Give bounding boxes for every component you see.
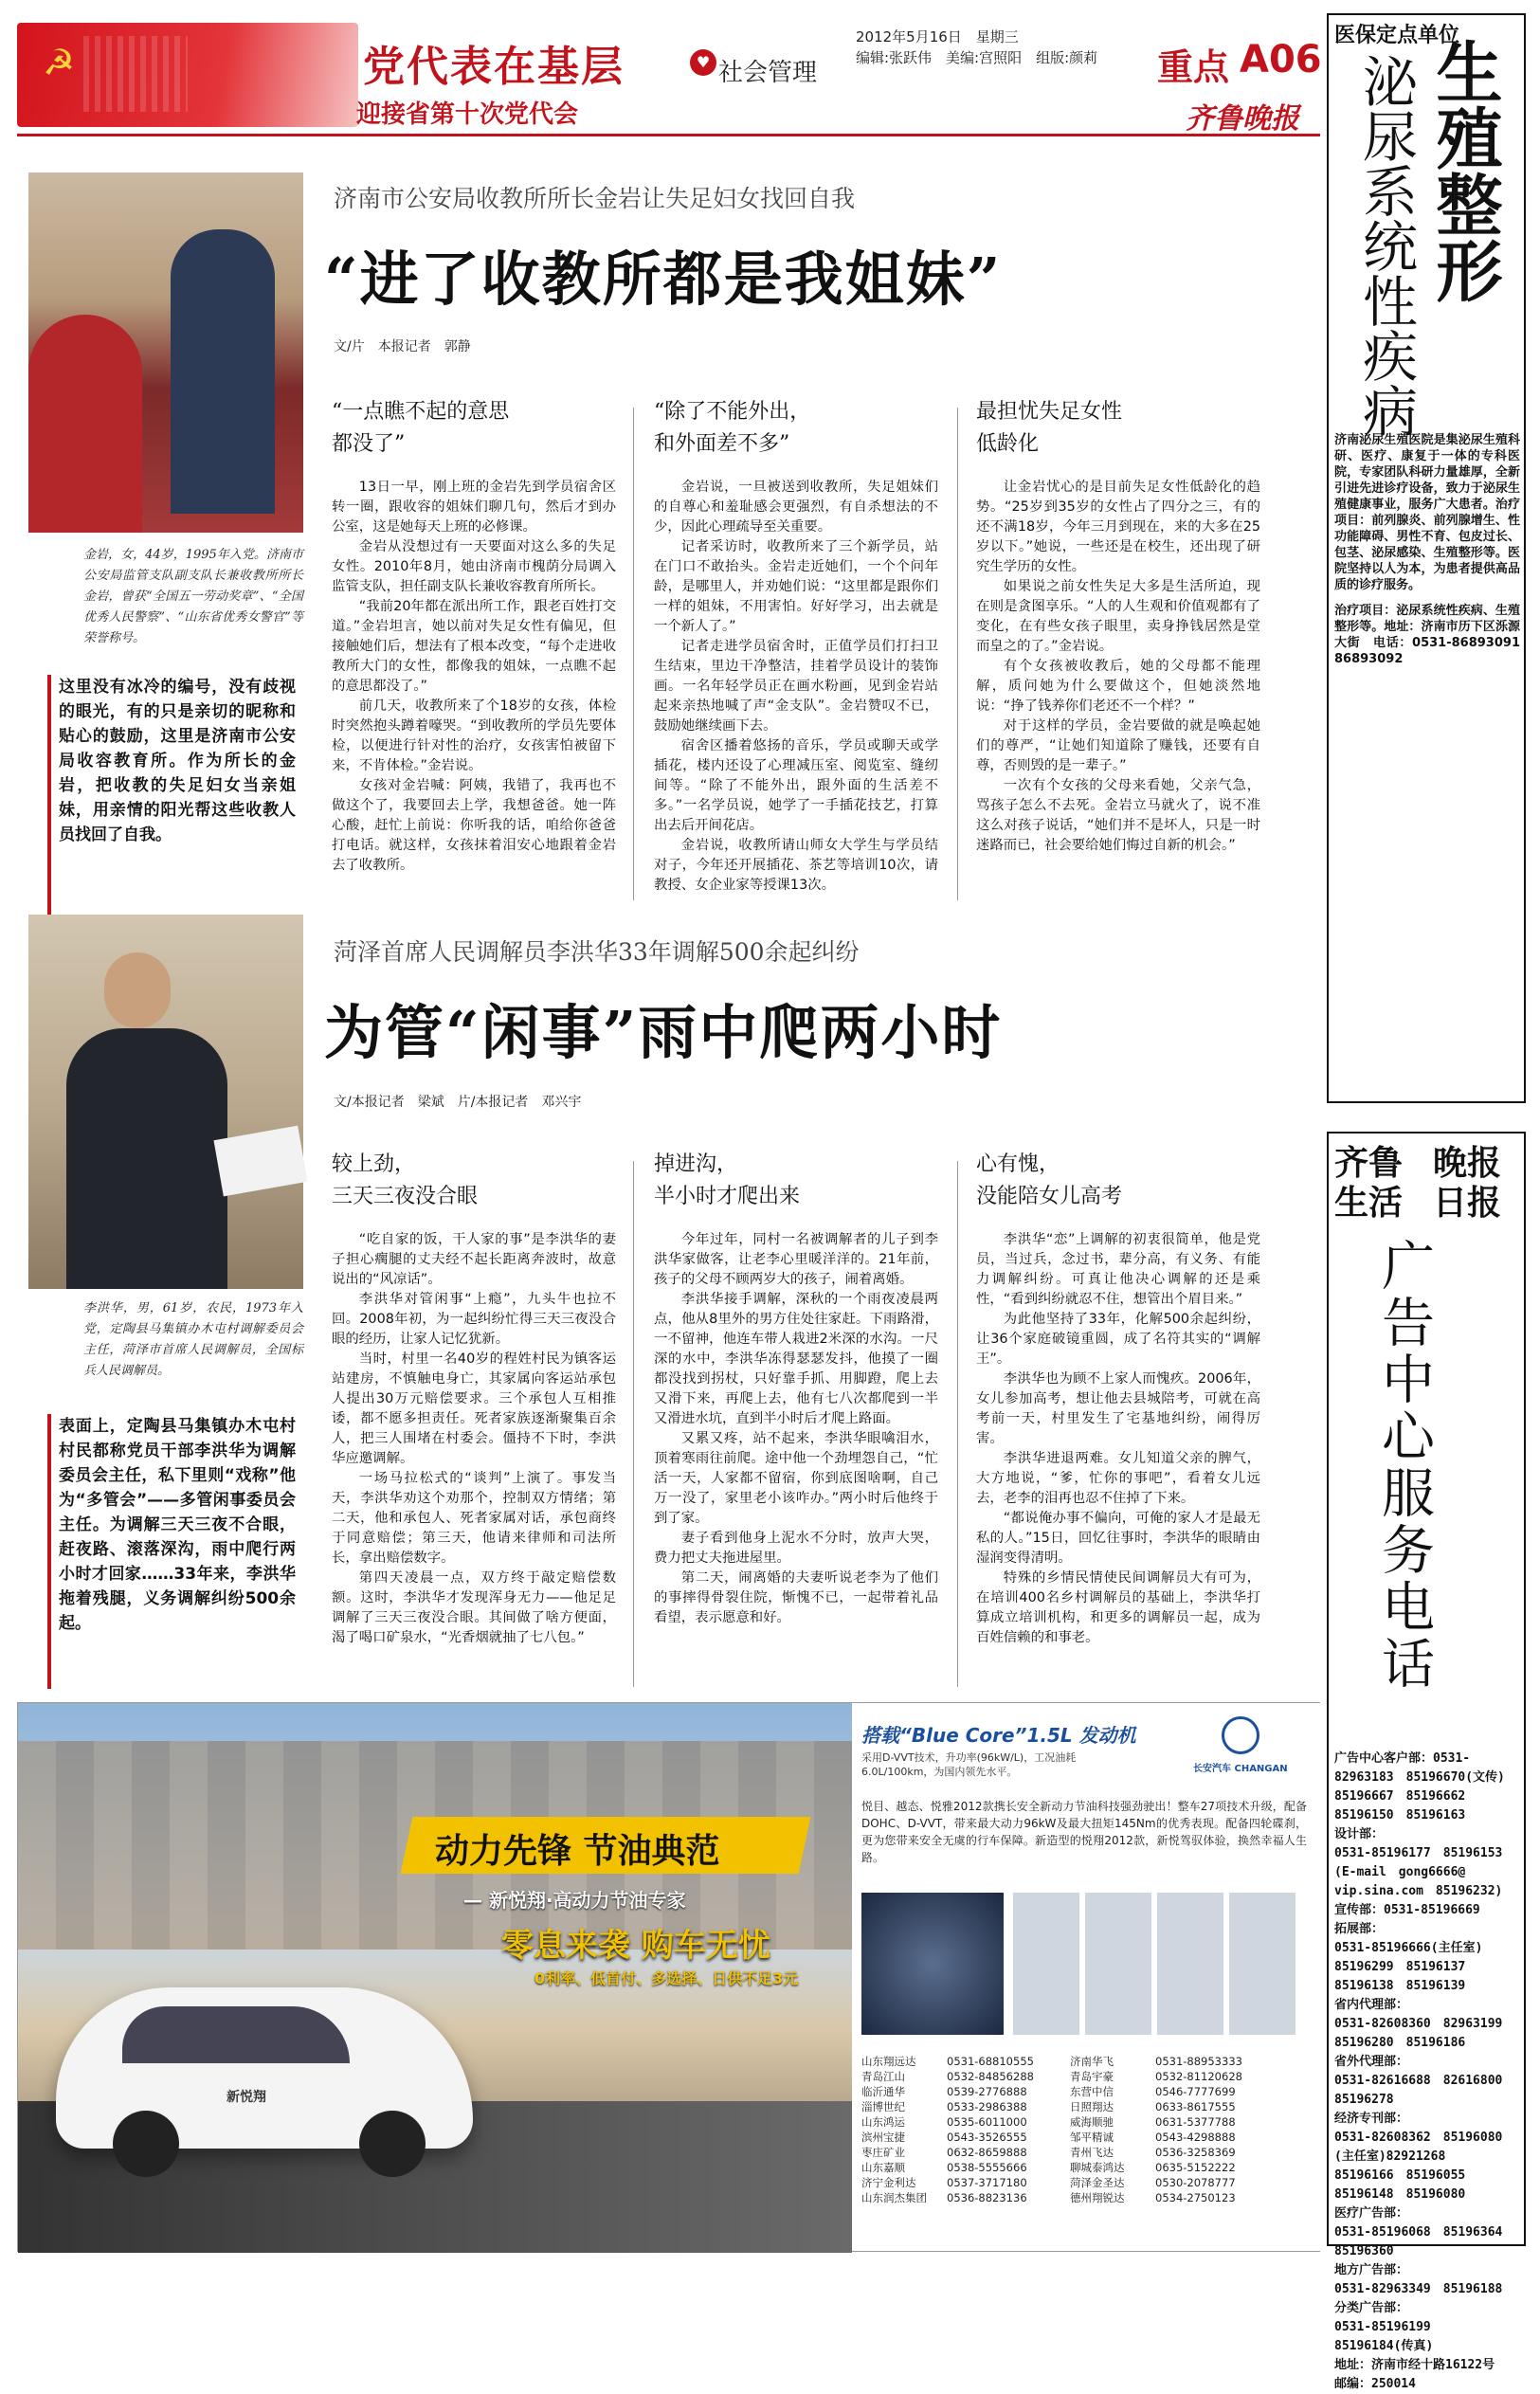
paragraph: 今年过年，同村一名被调解者的儿子到李洪华家做客，让老李心里暖洋洋的。21年前，孩子的父母不顾两岁大的孩子，闹着离婚。	[654, 1232, 938, 1287]
dealer-name: 山东鸿运	[861, 2115, 905, 2129]
paragraph: 金岩从没想过有一天要面对这么多的失足女性。2010年8月，她由济南市槐荫分局调入监管支队，担任副支队长兼收容教育所所长。	[332, 539, 616, 594]
intro-bar	[47, 1414, 51, 1689]
paragraph: 有个女孩被收教后，她的父母都不能理解，质问她为什么要做这个，但她淡然地说：“挣了钱养你们老还不一个样？”	[976, 659, 1260, 714]
car-desc: 悦目、越态、悦雅2012款携长安全新动力节油科技强劲驶出！整车27项技术升级，配备DOHC、D-VVT，带来最大动力96kW及最大扭矩145Nm的优秀表现。配备四轮碟刹，更为您带来安全无虞的行车保障。新造型的悦翔2012款，新悦驾驭体验，换然幸福人生路。	[861, 1800, 1307, 1864]
article2-col-1	[332, 1149, 616, 1648]
car-wheel-front	[113, 2111, 179, 2177]
article2-photo	[28, 915, 303, 1289]
article2-col-2	[654, 1149, 938, 1628]
dealer-row	[861, 2175, 1307, 2190]
dealer-row	[861, 2190, 1307, 2205]
dealer-phone: 0543-3526555	[947, 2131, 1027, 2144]
paragraph: 金岩说，一旦被送到收教所，失足姐妹们的自尊心和羞耻感会更强烈，有自杀想法的不少，因此心理疏导至关重要。	[654, 480, 938, 535]
dealer-phone: 0533-2986388	[947, 2100, 1027, 2113]
col-body	[976, 1230, 1260, 1648]
col-subhead: 心有愧， 没能陪女儿高考	[976, 1152, 1123, 1208]
dealer-row	[861, 2099, 1307, 2114]
dealer-name: 山东润杰集团	[861, 2191, 927, 2204]
paragraph: 李洪华也为顾不上家人而愧疚。2006年，女儿参加高考，想让他去县城陪考，可就在高考前一天，村里发生了宅基地纠纷，闹得厉害。	[976, 1371, 1260, 1446]
page-meta	[856, 27, 1097, 68]
paragraph: 特殊的乡情民情使民间调解员大有可为，在培训400名乡村调解员的基础上，李洪华打算成立培训机构，和更多的调解员一起，成为百姓信赖的和事老。	[976, 1570, 1260, 1645]
brand-name: 长安汽车 CHANGAN	[1193, 1764, 1288, 1774]
dealer-name: 青岛江山	[861, 2070, 905, 2083]
column-divider	[633, 408, 634, 900]
article2-headline: 为管“闲事”雨中爬两小时	[324, 998, 1003, 1067]
paragraph: 金岩说，收教所请山师女大学生与学员结对子，今年还开展插花、茶艺等培训10次，请教授、女企业家等授课13次。	[654, 838, 938, 893]
paragraph: 又累又疼，站不起来，李洪华眼噙泪水，顶着寒雨往前爬。途中他一个劲埋怨自己，“忙活一天，人家都不留宿，你到底图啥啊，自己万一没了，家里老小该咋办。”两小时后他终于到了家。	[654, 1431, 938, 1526]
paper-names-right: 晚报 日报	[1433, 1143, 1502, 1223]
car-ad-info	[852, 1703, 1321, 2251]
ad-big-right: 生殖整形	[1425, 38, 1504, 303]
col-body	[332, 1230, 616, 1648]
dealer-phone: 0536-8823136	[947, 2191, 1027, 2204]
hospital-ad	[1327, 13, 1533, 1103]
ad-title: 医保定点单位	[1334, 24, 1460, 47]
car-windows	[122, 2006, 350, 2063]
engine-image	[861, 1893, 1004, 2035]
column-divider	[957, 408, 958, 900]
paragraph: 宿舍区播着悠扬的音乐，学员或聊天或学插花，楼内还设了心理减压室、阅览室、缝纫间等。“除了不能外出，跟外面的生活差不多。”一名学员说，她学了一手插花技艺，打算出去后开间花店。	[654, 738, 938, 833]
dealer-row	[861, 2114, 1307, 2130]
dealer-row	[861, 2145, 1307, 2160]
paragraph: 李洪华进退两难。女儿知道父亲的脾气，大方地说，“爹，忙你的事吧”，看着女儿远去，老李的泪再也忍不住掉了下来。	[976, 1451, 1260, 1506]
dealer-phone: 0535-6011000	[947, 2115, 1027, 2129]
car-slogan: 动力先锋 节油典范	[435, 1832, 720, 1871]
dealer-phone: 0538-5555666	[947, 2161, 1027, 2174]
intro-bar	[47, 675, 51, 931]
dealer-name: 山东嘉顺	[861, 2161, 905, 2174]
dealer-row	[861, 2054, 1307, 2069]
ad-extra-text: 治疗项目：泌尿系统性疾病、生殖整形等。地址：济南市历下区泺源大街 电话：0531-86893091 86893092	[1334, 604, 1533, 666]
dealer-name: 滨州宝捷	[861, 2131, 905, 2144]
paragraph: 一次有个女孩的父母来看她，父亲气急，骂孩子怎么不去死。金岩立马就火了，说不准这么对孩子说话，“她们并不是坏人，只是一时迷路而已，社会要给她们悔过自新的机会。”	[976, 778, 1260, 853]
ad-contacts: 广告中心客户部：0531-82963183 85196670(文传) 85196667 85196662 85196150 85196163 设计部： 0531-85196177 85196153 (E-mail gong6666@ vip.sina.com 85196232) 宣传部：0531-85196669 拓展部： 0531-85196666(主任室) 85196299 85196137 85196138 85196139 省内代理部： 0531-82608360 82963199 85196280 85196186 省外代理部： 0531-82616688 82616800 85196278 经济专刊部： 0531-82608362 85196080 (主任室)82921268 85196166 85196055 85196148 85196080 医疗广告部： 0531-85196068 85196364 85196360 地方广告部： 0531-82963349 85196188 分类广告部： 0531-85196199 85196184(传真) 地址：济南市经十路16122号 邮编：250014	[1334, 1751, 1505, 2391]
dealer-name: 青州飞达	[1070, 2146, 1114, 2159]
engine-title: 搭载“Blue Core”1.5L 发动机	[861, 1724, 1136, 1747]
col-body	[976, 478, 1260, 856]
article1-intro: 这里没有冰冷的编号，没有歧视的眼光，有的只是亲切的昵称和贴心的鼓励，这里是济南市公安局收容教育所。作为所长的金岩，把收教的失足妇女当亲姐妹，用亲情的阳光帮这些收教人员找回了自我。	[59, 678, 296, 844]
paragraph: 第二天，闹离婚的夫妻听说老李为了他们的事摔得骨裂住院，惭愧不已，一起带着礼品看望，表示愿意和好。	[654, 1570, 938, 1625]
page-key: 重点	[1157, 45, 1230, 88]
article1-col-2	[654, 396, 938, 896]
dealer-phone: 0532-84856288	[947, 2070, 1034, 2083]
dealer-list	[861, 2054, 1307, 2205]
man-head	[104, 952, 171, 1028]
paragraph: “都说俺办事不偏向，可俺的家人才是最无私的人。”15日，回忆往事时，李洪华的眼睛由湿润变得清明。	[976, 1511, 1260, 1566]
editor-line: 编辑:张跃伟 美编:宫照阳 组版:颜莉	[856, 49, 1098, 66]
col-subhead: “一点瞧不起的意思 都没了”	[332, 400, 510, 456]
dealer-name: 邹平精诚	[1070, 2131, 1114, 2144]
column-divider	[633, 1161, 634, 1687]
column-divider	[957, 1161, 958, 1687]
col-body	[654, 478, 938, 896]
party-flag-banner	[17, 23, 358, 127]
car-advertisement	[17, 1702, 1320, 2252]
dealer-phone: 0546-7777699	[1155, 2085, 1236, 2098]
date-line: 2012年5月16日 星期三	[856, 28, 1019, 45]
dealer-name: 东营中信	[1070, 2085, 1114, 2098]
car-image	[56, 1987, 473, 2149]
paragraph: 第四天凌晨一点，双方终于敲定赔偿数额。这时，李洪华才发现浑身无力——他足足调解了三天三夜没合眼。其间做了啥方便面，渴了喝口矿泉水，“光香烟就抽了七八包。”	[332, 1570, 616, 1645]
col-subhead: 较上劲， 三天三夜没合眼	[332, 1152, 479, 1208]
article1-col-3	[976, 396, 1260, 856]
col-subhead: “除了不能外出， 和外面差不多”	[654, 400, 811, 456]
article1-col-1	[332, 396, 616, 876]
paragraph: 为此他坚持了33年，化解500余起纠纷，让36个家庭破镜重圆，成了名符其实的“调解王”。	[976, 1312, 1260, 1367]
changan-logo-icon	[1222, 1716, 1259, 1754]
paragraph: 13日一早，刚上班的金岩先到学员宿舍区转一圈，跟收容的姐妹们聊几句，然后才到办公室，这是她每天上班的必修课。	[332, 480, 616, 535]
dealer-phone: 0632-8659888	[947, 2146, 1027, 2159]
article2-col-3	[976, 1149, 1260, 1648]
article2-caption: 李洪华，男，61岁，农民，1973年入党，定陶县马集镇办木屯村调解委员会主任，菏泽市首席人民调解员，全国标兵人民调解员。	[83, 1301, 303, 1378]
dealer-name: 济宁金利达	[861, 2176, 916, 2189]
article2-byline: 文/本报记者 梁斌 片/本报记者 邓兴宇	[334, 1095, 582, 1110]
col-subhead: 最担忧失足女性 低龄化	[976, 400, 1123, 456]
article1-photo	[28, 172, 303, 533]
col-subhead: 掉进沟， 半小时才爬出来	[654, 1152, 801, 1208]
dealer-name: 枣庄矿业	[861, 2146, 905, 2159]
dealer-phone: 0530-2078777	[1155, 2176, 1236, 2189]
dealer-name: 青岛宇豪	[1070, 2070, 1114, 2083]
paragraph: “吃自家的饭，干人家的事”是李洪华的妻子担心瘸腿的丈夫经不起长距离奔波时，故意说出的“风凉话”。	[332, 1232, 616, 1287]
ad-body	[1334, 432, 1533, 667]
car-model-line: — 新悦翔·高动力节油专家	[463, 1889, 686, 1912]
dealer-phone: 0531-68810555	[947, 2055, 1034, 2068]
paper-names-left: 齐鲁 生活	[1334, 1143, 1404, 1223]
paragraph: 当时，村里一名40岁的程姓村民为镇客运站建房，不慎触电身亡，其家属向客运站承包人提出30万元赔偿要求。三个承包人互相推诿，都不愿多担责任。死者家族逐渐聚集百余人，把三人围堵在村委会。僵持不下时，李洪华应邀调解。	[332, 1351, 616, 1466]
dealer-name: 菏泽金圣达	[1070, 2176, 1125, 2189]
section-name: 社会管理	[718, 59, 818, 87]
dealer-name: 日照翔达	[1070, 2100, 1114, 2113]
dealer-name: 济南华飞	[1070, 2055, 1114, 2068]
article1-headline: “进了收教所都是我姐妹”	[324, 245, 1003, 314]
paragraph: 让金岩忧心的是目前失足女性低龄化的趋势。“25岁到35岁的女性占了四分之三，有的还不满18岁，今年三月到现在，来的大多在25岁以下。”她说，一些还是在校生，还出现了研究生学历的女性。	[976, 480, 1260, 574]
dealer-name: 威海顺驰	[1070, 2115, 1114, 2129]
dealer-phone: 0531-88953333	[1155, 2055, 1242, 2068]
dealer-row	[861, 2130, 1307, 2145]
dealer-name: 德州翔锐达	[1070, 2191, 1125, 2204]
col-body	[654, 1230, 938, 1628]
paragraph: 妻子看到他身上泥水不分时，放声大哭，费力把丈夫拖进屋里。	[654, 1531, 938, 1566]
engine-sub: 采用D-VVT技术，升功率(96kW/L)，工况油耗6.0L/100km，为国内领先水平。	[861, 1751, 1077, 1778]
dealer-name: 淄博世纪	[861, 2100, 905, 2113]
article1-kicker: 济南市公安局收教所所长金岩让失足妇女找回自我	[334, 185, 856, 212]
paragraph: 对于这样的学员，金岩要做的就是唤起她们的尊严，“让她们知道除了赚钱，还要有自尊，否则毁的是一辈子。”	[976, 718, 1260, 773]
dealer-phone: 0635-5152222	[1155, 2161, 1236, 2174]
page-number: A06	[1240, 38, 1322, 82]
column-subtitle: 迎接省第十次党代会	[356, 100, 579, 129]
dealer-name: 临沂通华	[861, 2085, 905, 2098]
paragraph: 李洪华接手调解，深秋的一个雨夜凌晨两点，他从8里外的男方住处往家赶。下雨路滑，一不留神，他连车带人栽进2米深的水沟。一尺深的水中，李洪华冻得瑟瑟发抖，他摸了一圈都没找到拐杖，只好靠手抓、用脚蹬，爬上去又滑下来，再爬上去，他有七八次都爬到一半又滑进水坑，直到半小时后才爬上路面。	[654, 1292, 938, 1426]
dealer-phone: 0536-3258369	[1155, 2146, 1236, 2159]
car-offer: 零息来袭 购车无忧	[501, 1927, 770, 1965]
newspaper-logo: 齐鲁晚报	[1186, 102, 1299, 136]
article2-intro: 表面上，定陶县马集镇办木屯村村民都称党员干部李洪华为调解委员会主任，私下里则“戏称”他为“多管会”——多管闲事委员会主任。为调解三天三夜不合眼，赶夜路、滚落深沟，雨中爬行两小时才回家……33年来，李洪华拖着残腿，义务调解纠纷500余起。	[59, 1417, 296, 1633]
paragraph: 女孩对金岩喊：阿姨，我错了，我再也不做这个了，我要回去上学，我想爸爸。她一阵心酸，赶忙上前说：你听我的话，咱给你爸爸打电话。就这样，女孩抹着泪安心地跟着金岩去了收教所。	[332, 778, 616, 873]
section-logo-icon: ♥	[690, 49, 716, 76]
paragraph: 如果说之前女性失足大多是生活所迫，现在则是贪图享乐。“人的人生观和价值观都有了变化，在有些女孩子眼里，卖身挣钱居然是堂而皇之的了。”金岩说。	[976, 579, 1260, 654]
paragraph: 李洪华对管闲事“上瘾”，九头牛也拉不回。2008年初，为一起纠纷忙得三天三夜没合眼的经历，让家人记忆犹新。	[332, 1292, 616, 1347]
dealer-phone: 0631-5377788	[1155, 2115, 1236, 2129]
dealer-row	[861, 2084, 1307, 2099]
dealer-row	[861, 2069, 1307, 2084]
dealer-phone: 0534-2750123	[1155, 2191, 1236, 2204]
paragraph: 记者走进学员宿舍时，正值学员们打扫卫生结束，里边干净整洁，挂着学员设计的装饰画。一名年轻学员正在画水粉画，见到金岩站起来亲热地喊了声“金支队”。金岩赞叹不已，鼓励她继续画下去。	[654, 639, 938, 734]
dealer-phone: 0532-81120628	[1155, 2070, 1242, 2083]
ad-center-title: 广告中心服务电话	[1373, 1238, 1435, 1693]
column-title: 党代表在基层	[363, 43, 625, 91]
article1-caption: 金岩，女，44岁，1995年入党。济南市公安局监管支队副支队长兼收教所所长金岩，曾获“全国五一劳动奖章”、“全国优秀人民警察”、“山东省优秀女警官”等荣誉称号。	[83, 548, 303, 645]
officer-figure	[171, 229, 275, 514]
building-graphic	[83, 36, 188, 112]
feature-thumbnails	[1013, 1893, 1297, 2035]
car-offer-sub: 0利率、低首付、多选择、日供不足3元	[534, 1969, 799, 1987]
page-header	[17, 13, 1320, 136]
article2-kicker: 菏泽首席人民调解员李洪华33年调解500余起纠纷	[334, 938, 860, 966]
man-figure	[66, 1028, 227, 1289]
dealer-phone: 0539-2776888	[947, 2085, 1027, 2098]
dealer-phone: 0633-8617555	[1155, 2100, 1236, 2113]
woman-figure	[28, 315, 142, 533]
col-body	[332, 478, 616, 876]
dealer-name: 山东翔远达	[861, 2055, 916, 2068]
paragraph: 前几天，收教所来了个18岁的女孩，体检时突然抱头蹲着嚎哭。“到收教所的学员先要体检，以便进行针对性的治疗，女孩害怕被留下来，不肯体检。”金岩说。	[332, 698, 616, 773]
article1-byline: 文/片 本报记者 郭静	[334, 339, 471, 354]
hammer-sickle-icon: ☭	[42, 42, 76, 83]
paragraph: “我前20年都在派出所工作，跟老百姓打交道。”金岩坦言，她以前对失足女性有偏见，但接触她们后，想法有了根本改变，“每个走进收教所大门的女性，都像我的姐妹，一点瞧不起的意思都没了。”	[332, 599, 616, 694]
car-plate: 新悦翔	[226, 2090, 266, 2105]
car-wheel-rear	[359, 2111, 426, 2177]
ad-big-left: 泌尿系统性疾病	[1353, 53, 1418, 438]
paragraph: 李洪华“恋”上调解的初衷很简单，他是党员，当过兵，念过书，辈分高，有义务、有能力调解纠纷。可真让他决心调解的还是乘性，“看到纠纷就忍不住，想管出个眉目来。”	[976, 1232, 1260, 1307]
right-ad-column	[1327, 13, 1533, 2391]
dealer-name: 聊城泰鸿达	[1070, 2161, 1125, 2174]
dealer-row	[861, 2160, 1307, 2175]
dealer-phone: 0537-3717180	[947, 2176, 1027, 2189]
ad-center-box	[1327, 1132, 1526, 2391]
paragraph: 记者采访时，收教所来了三个新学员，站在门口不敢抬头。金岩走近她们，一个个问年龄，是哪里人，并劝她们说：“这里都是跟你们一样的姐妹，不用害怕。好好学习，出去就是一个新人了。”	[654, 539, 938, 634]
paragraph: 一场马拉松式的“谈判”上演了。事发当天，李洪华劝这个劝那个，控制双方情绪；第二天，他和承包人、死者家属对话，承包商终于同意赔偿；第三天，他请来律师和司法所长，拿出赔偿数字。	[332, 1471, 616, 1566]
paper-sheet	[213, 1126, 307, 1197]
dealer-phone: 0543-4298888	[1155, 2131, 1236, 2144]
ad-body-text: 济南泌尿生殖医院是集泌尿生殖科研、医疗、康复于一体的专科医院，专家团队科研力量雄厚，全新引进先进诊疗设备，致力于泌尿生殖健康事业，服务广大患者。治疗项目：前列腺炎、前列腺增生、性功能障碍、男性不育、包皮过长、包茎、泌尿感染、生殖整形等。医院坚持以人为本，为患者提供高品质的诊疗服务。	[1334, 433, 1520, 592]
